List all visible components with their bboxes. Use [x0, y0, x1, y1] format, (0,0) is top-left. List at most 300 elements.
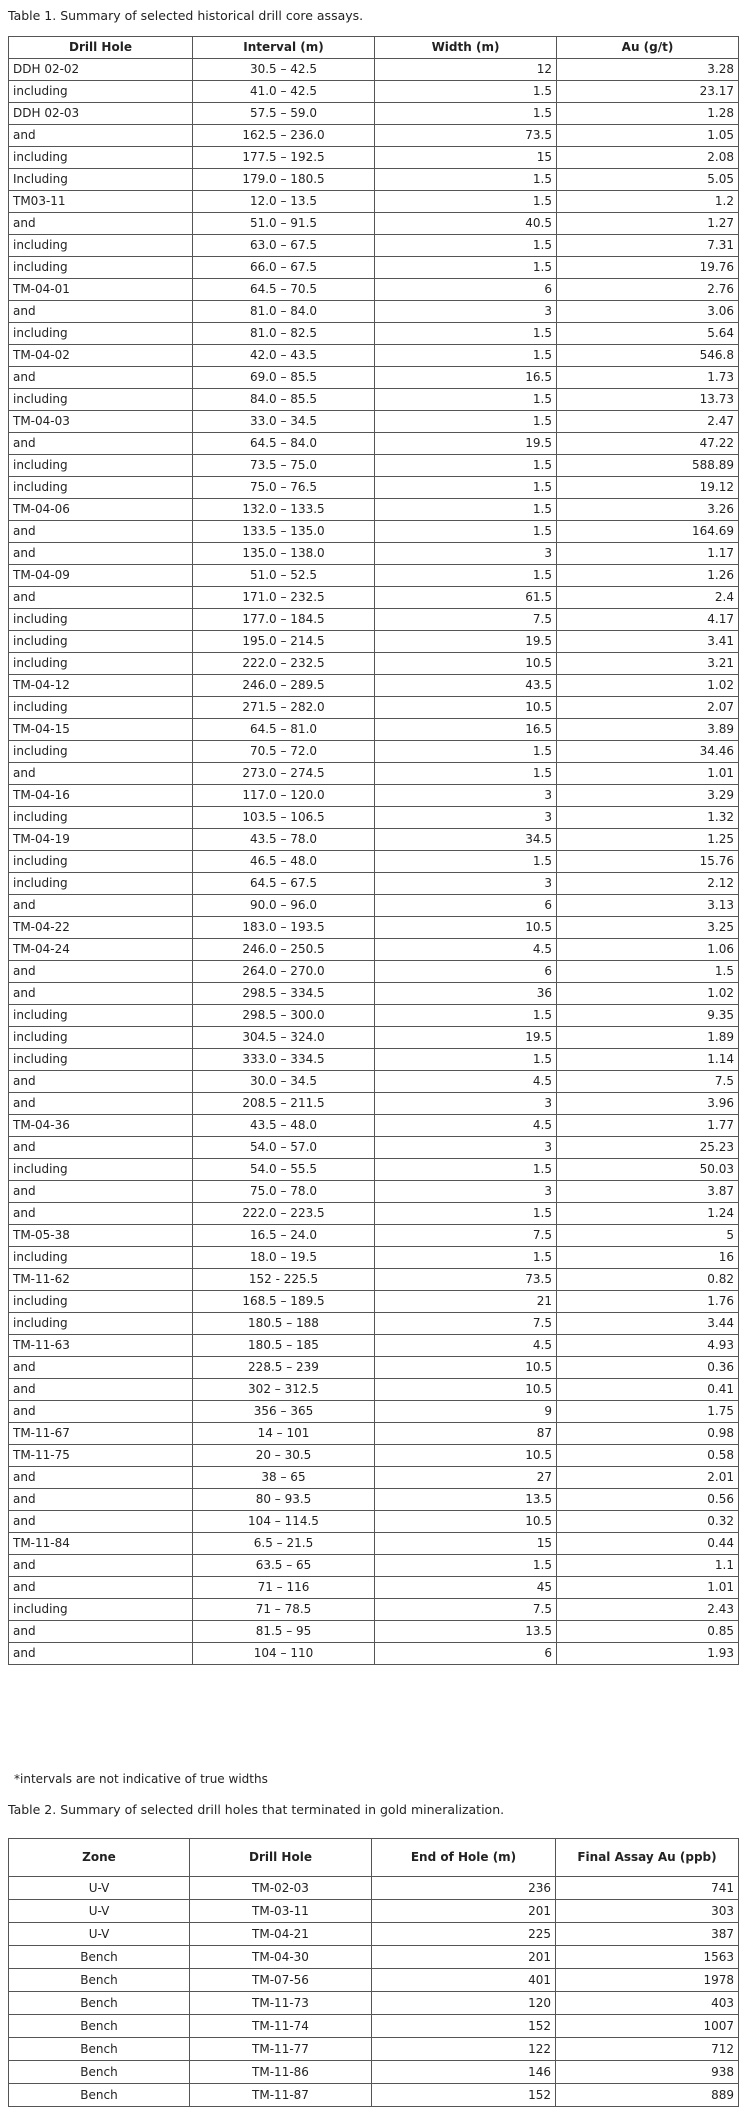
col-header-au-gt: Au (g/t) [557, 37, 739, 59]
drill-hole-cell: including [9, 1005, 193, 1027]
au-gt-cell: 19.76 [557, 257, 739, 279]
width-cell: 73.5 [375, 125, 557, 147]
drill-hole-cell: and [9, 1555, 193, 1577]
au-gt-cell: 1.17 [557, 543, 739, 565]
au-gt-cell: 19.12 [557, 477, 739, 499]
interval-cell: 43.5 – 78.0 [193, 829, 375, 851]
au-gt-cell: 3.44 [557, 1313, 739, 1335]
table-row [9, 631, 739, 653]
au-gt-cell: 164.69 [557, 521, 739, 543]
interval-cell: 84.0 – 85.5 [193, 389, 375, 411]
au-gt-cell: 1.27 [557, 213, 739, 235]
drill-hole-cell: including [9, 741, 193, 763]
end-of-hole-cell: 120 [372, 1992, 556, 2015]
interval-cell: 168.5 – 189.5 [193, 1291, 375, 1313]
table-row [9, 103, 739, 125]
interval-cell: 43.5 – 48.0 [193, 1115, 375, 1137]
interval-cell: 180.5 – 185 [193, 1335, 375, 1357]
width-cell: 1.5 [375, 1159, 557, 1181]
table-row [9, 829, 739, 851]
au-gt-cell: 15.76 [557, 851, 739, 873]
table-row [9, 1357, 739, 1379]
table-row [9, 499, 739, 521]
drill-hole-cell: Including [9, 169, 193, 191]
drill-hole-cell: TM-04-12 [9, 675, 193, 697]
width-cell: 19.5 [375, 433, 557, 455]
au-gt-cell: 50.03 [557, 1159, 739, 1181]
table-row [9, 1093, 739, 1115]
width-cell: 16.5 [375, 367, 557, 389]
final-assay-cell: 1978 [556, 1969, 739, 1992]
table-row [9, 1900, 739, 1923]
au-gt-cell: 0.36 [557, 1357, 739, 1379]
drill-hole-cell: including [9, 455, 193, 477]
au-gt-cell: 3.41 [557, 631, 739, 653]
table1-footnote: *intervals are not indicative of true widths [14, 1772, 268, 1786]
au-gt-cell: 3.96 [557, 1093, 739, 1115]
au-gt-cell: 0.58 [557, 1445, 739, 1467]
table-row [9, 675, 739, 697]
width-cell: 10.5 [375, 1511, 557, 1533]
au-gt-cell: 0.32 [557, 1511, 739, 1533]
table-row [9, 521, 739, 543]
interval-cell: 246.0 – 250.5 [193, 939, 375, 961]
width-cell: 15 [375, 147, 557, 169]
table-row [9, 543, 739, 565]
drill-hole-cell: including [9, 697, 193, 719]
width-cell: 19.5 [375, 631, 557, 653]
table-row [9, 587, 739, 609]
width-cell: 1.5 [375, 763, 557, 785]
table-row [9, 653, 739, 675]
drill-hole-cell: including [9, 1159, 193, 1181]
width-cell: 1.5 [375, 565, 557, 587]
width-cell: 40.5 [375, 213, 557, 235]
width-cell: 1.5 [375, 477, 557, 499]
drill-hole-cell: and [9, 1621, 193, 1643]
au-gt-cell: 1.01 [557, 763, 739, 785]
drill-hole-cell: including [9, 1049, 193, 1071]
interval-cell: 177.5 – 192.5 [193, 147, 375, 169]
final-assay-cell: 387 [556, 1923, 739, 1946]
table-row [9, 917, 739, 939]
end-of-hole-cell: 225 [372, 1923, 556, 1946]
final-assay-cell: 938 [556, 2061, 739, 2084]
au-gt-cell: 3.89 [557, 719, 739, 741]
table-row [9, 697, 739, 719]
au-gt-cell: 1.02 [557, 675, 739, 697]
au-gt-cell: 13.73 [557, 389, 739, 411]
drill-core-assays-table [8, 36, 739, 1665]
table-row [9, 1445, 739, 1467]
interval-cell: 162.5 – 236.0 [193, 125, 375, 147]
interval-cell: 63.5 – 65 [193, 1555, 375, 1577]
au-gt-cell: 4.93 [557, 1335, 739, 1357]
interval-cell: 81.5 – 95 [193, 1621, 375, 1643]
au-gt-cell: 588.89 [557, 455, 739, 477]
table-row [9, 1969, 739, 1992]
au-gt-cell: 1.28 [557, 103, 739, 125]
au-gt-cell: 9.35 [557, 1005, 739, 1027]
au-gt-cell: 1.25 [557, 829, 739, 851]
drill-hole-cell: TM-11-75 [9, 1445, 193, 1467]
table-row [9, 961, 739, 983]
table-row [9, 763, 739, 785]
table-row [9, 719, 739, 741]
width-cell: 6 [375, 961, 557, 983]
drill-hole-cell: TM-04-21 [190, 1923, 372, 1946]
width-cell: 1.5 [375, 1005, 557, 1027]
width-cell: 1.5 [375, 499, 557, 521]
drill-hole-cell: and [9, 1379, 193, 1401]
interval-cell: 356 – 365 [193, 1401, 375, 1423]
drill-hole-cell: and [9, 1467, 193, 1489]
drill-hole-cell: including [9, 851, 193, 873]
table-row [9, 1137, 739, 1159]
terminated-drill-holes-table [8, 1838, 739, 2107]
au-gt-cell: 2.07 [557, 697, 739, 719]
au-gt-cell: 5 [557, 1225, 739, 1247]
drill-hole-cell: TM-07-56 [190, 1969, 372, 1992]
table-row [9, 785, 739, 807]
interval-cell: 302 – 312.5 [193, 1379, 375, 1401]
interval-cell: 195.0 – 214.5 [193, 631, 375, 653]
interval-cell: 264.0 – 270.0 [193, 961, 375, 983]
table-row [9, 455, 739, 477]
drill-hole-cell: and [9, 1489, 193, 1511]
interval-cell: 38 – 65 [193, 1467, 375, 1489]
width-cell: 1.5 [375, 169, 557, 191]
interval-cell: 333.0 – 334.5 [193, 1049, 375, 1071]
width-cell: 1.5 [375, 455, 557, 477]
au-gt-cell: 2.08 [557, 147, 739, 169]
table-row [9, 213, 739, 235]
width-cell: 10.5 [375, 653, 557, 675]
table-row [9, 939, 739, 961]
table-row [9, 1071, 739, 1093]
table-row [9, 279, 739, 301]
interval-cell: 14 – 101 [193, 1423, 375, 1445]
width-cell: 3 [375, 807, 557, 829]
interval-cell: 304.5 – 324.0 [193, 1027, 375, 1049]
au-gt-cell: 1.93 [557, 1643, 739, 1665]
au-gt-cell: 5.64 [557, 323, 739, 345]
col-header-interval: Interval (m) [193, 37, 375, 59]
au-gt-cell: 3.06 [557, 301, 739, 323]
drill-hole-cell: and [9, 895, 193, 917]
width-cell: 1.5 [375, 191, 557, 213]
interval-cell: 208.5 – 211.5 [193, 1093, 375, 1115]
interval-cell: 64.5 – 81.0 [193, 719, 375, 741]
final-assay-cell: 303 [556, 1900, 739, 1923]
table-row [9, 1181, 739, 1203]
au-gt-cell: 16 [557, 1247, 739, 1269]
drill-hole-cell: including [9, 631, 193, 653]
col-header-zone: Zone [9, 1839, 190, 1877]
au-gt-cell: 1.77 [557, 1115, 739, 1137]
drill-hole-cell: TM-04-03 [9, 411, 193, 433]
col-header-end-of-hole: End of Hole (m) [372, 1839, 556, 1877]
col-header-drill-hole: Drill Hole [9, 37, 193, 59]
table-row [9, 609, 739, 631]
width-cell: 4.5 [375, 1335, 557, 1357]
interval-cell: 133.5 – 135.0 [193, 521, 375, 543]
au-gt-cell: 34.46 [557, 741, 739, 763]
drill-hole-cell: and [9, 587, 193, 609]
interval-cell: 70.5 – 72.0 [193, 741, 375, 763]
interval-cell: 180.5 – 188 [193, 1313, 375, 1335]
drill-hole-cell: and [9, 983, 193, 1005]
width-cell: 1.5 [375, 1247, 557, 1269]
width-cell: 3 [375, 1137, 557, 1159]
width-cell: 34.5 [375, 829, 557, 851]
table-row [9, 2015, 739, 2038]
width-cell: 1.5 [375, 1049, 557, 1071]
drill-hole-cell: including [9, 389, 193, 411]
zone-cell: U-V [9, 1923, 190, 1946]
interval-cell: 6.5 – 21.5 [193, 1533, 375, 1555]
drill-hole-cell: including [9, 807, 193, 829]
au-gt-cell: 5.05 [557, 169, 739, 191]
au-gt-cell: 3.87 [557, 1181, 739, 1203]
drill-hole-cell: TM-11-86 [190, 2061, 372, 2084]
table-row [9, 1555, 739, 1577]
table2-header-row [9, 1839, 739, 1877]
table2-caption: Table 2. Summary of selected drill holes that terminated in gold mineralization. [8, 1802, 505, 1817]
interval-cell: 298.5 – 300.0 [193, 1005, 375, 1027]
drill-hole-cell: and [9, 1357, 193, 1379]
table-row [9, 1877, 739, 1900]
final-assay-cell: 889 [556, 2084, 739, 2107]
drill-hole-cell: TM03-11 [9, 191, 193, 213]
width-cell: 1.5 [375, 103, 557, 125]
width-cell: 12 [375, 59, 557, 81]
au-gt-cell: 2.47 [557, 411, 739, 433]
drill-hole-cell: including [9, 653, 193, 675]
drill-hole-cell: and [9, 1093, 193, 1115]
table-row [9, 1203, 739, 1225]
drill-hole-cell: including [9, 323, 193, 345]
table-row [9, 2038, 739, 2061]
drill-hole-cell: TM-04-22 [9, 917, 193, 939]
interval-cell: 71 – 116 [193, 1577, 375, 1599]
au-gt-cell: 1.02 [557, 983, 739, 1005]
drill-hole-cell: and [9, 1181, 193, 1203]
width-cell: 13.5 [375, 1489, 557, 1511]
width-cell: 10.5 [375, 917, 557, 939]
width-cell: 13.5 [375, 1621, 557, 1643]
au-gt-cell: 1.2 [557, 191, 739, 213]
au-gt-cell: 1.06 [557, 939, 739, 961]
au-gt-cell: 25.23 [557, 1137, 739, 1159]
drill-hole-cell: TM-04-02 [9, 345, 193, 367]
table-row [9, 1027, 739, 1049]
drill-hole-cell: including [9, 235, 193, 257]
width-cell: 1.5 [375, 345, 557, 367]
drill-hole-cell: including [9, 477, 193, 499]
width-cell: 3 [375, 785, 557, 807]
table-row [9, 1643, 739, 1665]
drill-hole-cell: TM-04-01 [9, 279, 193, 301]
table-row [9, 1577, 739, 1599]
au-gt-cell: 0.85 [557, 1621, 739, 1643]
drill-hole-cell: TM-11-73 [190, 1992, 372, 2015]
table-row [9, 1599, 739, 1621]
interval-cell: 73.5 – 75.0 [193, 455, 375, 477]
drill-hole-cell: and [9, 521, 193, 543]
table-row [9, 1313, 739, 1335]
interval-cell: 135.0 – 138.0 [193, 543, 375, 565]
table-row [9, 807, 739, 829]
table-row [9, 851, 739, 873]
width-cell: 3 [375, 301, 557, 323]
width-cell: 19.5 [375, 1027, 557, 1049]
drill-hole-cell: TM-11-87 [190, 2084, 372, 2107]
interval-cell: 81.0 – 84.0 [193, 301, 375, 323]
table-row [9, 1225, 739, 1247]
interval-cell: 75.0 – 78.0 [193, 1181, 375, 1203]
au-gt-cell: 3.29 [557, 785, 739, 807]
interval-cell: 54.0 – 57.0 [193, 1137, 375, 1159]
end-of-hole-cell: 201 [372, 1900, 556, 1923]
table-row [9, 983, 739, 1005]
drill-hole-cell: TM-11-74 [190, 2015, 372, 2038]
au-gt-cell: 3.21 [557, 653, 739, 675]
drill-hole-cell: DDH 02-03 [9, 103, 193, 125]
interval-cell: 104 – 114.5 [193, 1511, 375, 1533]
table-row [9, 169, 739, 191]
zone-cell: U-V [9, 1900, 190, 1923]
au-gt-cell: 1.73 [557, 367, 739, 389]
table-row [9, 1269, 739, 1291]
table-row [9, 257, 739, 279]
table-row [9, 1401, 739, 1423]
drill-hole-cell: including [9, 1027, 193, 1049]
interval-cell: 183.0 – 193.5 [193, 917, 375, 939]
width-cell: 7.5 [375, 1313, 557, 1335]
width-cell: 4.5 [375, 1071, 557, 1093]
width-cell: 10.5 [375, 697, 557, 719]
drill-hole-cell: TM-11-77 [190, 2038, 372, 2061]
width-cell: 3 [375, 873, 557, 895]
width-cell: 6 [375, 1643, 557, 1665]
width-cell: 1.5 [375, 323, 557, 345]
table-row [9, 1005, 739, 1027]
interval-cell: 20 – 30.5 [193, 1445, 375, 1467]
final-assay-cell: 741 [556, 1877, 739, 1900]
interval-cell: 103.5 – 106.5 [193, 807, 375, 829]
table-row [9, 59, 739, 81]
zone-cell: Bench [9, 1969, 190, 1992]
width-cell: 1.5 [375, 235, 557, 257]
table-row [9, 367, 739, 389]
drill-hole-cell: and [9, 213, 193, 235]
table-row [9, 323, 739, 345]
zone-cell: Bench [9, 2015, 190, 2038]
width-cell: 87 [375, 1423, 557, 1445]
width-cell: 61.5 [375, 587, 557, 609]
interval-cell: 228.5 – 239 [193, 1357, 375, 1379]
drill-hole-cell: including [9, 147, 193, 169]
au-gt-cell: 2.43 [557, 1599, 739, 1621]
col-header-drill-hole: Drill Hole [190, 1839, 372, 1877]
final-assay-cell: 712 [556, 2038, 739, 2061]
au-gt-cell: 1.1 [557, 1555, 739, 1577]
width-cell: 10.5 [375, 1357, 557, 1379]
width-cell: 1.5 [375, 1203, 557, 1225]
au-gt-cell: 0.56 [557, 1489, 739, 1511]
au-gt-cell: 3.25 [557, 917, 739, 939]
drill-hole-cell: TM-03-11 [190, 1900, 372, 1923]
width-cell: 45 [375, 1577, 557, 1599]
interval-cell: 64.5 – 67.5 [193, 873, 375, 895]
interval-cell: 71 – 78.5 [193, 1599, 375, 1621]
au-gt-cell: 3.13 [557, 895, 739, 917]
interval-cell: 179.0 – 180.5 [193, 169, 375, 191]
interval-cell: 271.5 – 282.0 [193, 697, 375, 719]
interval-cell: 222.0 – 232.5 [193, 653, 375, 675]
au-gt-cell: 1.05 [557, 125, 739, 147]
interval-cell: 42.0 – 43.5 [193, 345, 375, 367]
width-cell: 1.5 [375, 411, 557, 433]
drill-hole-cell: TM-04-09 [9, 565, 193, 587]
table-row [9, 873, 739, 895]
table1-caption: Table 1. Summary of selected historical drill core assays. [8, 8, 364, 23]
drill-hole-cell: and [9, 543, 193, 565]
table-row [9, 1159, 739, 1181]
au-gt-cell: 2.01 [557, 1467, 739, 1489]
interval-cell: 46.5 – 48.0 [193, 851, 375, 873]
width-cell: 73.5 [375, 1269, 557, 1291]
drill-hole-cell: and [9, 1577, 193, 1599]
drill-hole-cell: and [9, 367, 193, 389]
interval-cell: 30.5 – 42.5 [193, 59, 375, 81]
drill-hole-cell: including [9, 609, 193, 631]
table-row [9, 1467, 739, 1489]
au-gt-cell: 1.75 [557, 1401, 739, 1423]
interval-cell: 30.0 – 34.5 [193, 1071, 375, 1093]
interval-cell: 246.0 – 289.5 [193, 675, 375, 697]
width-cell: 1.5 [375, 257, 557, 279]
width-cell: 16.5 [375, 719, 557, 741]
interval-cell: 57.5 – 59.0 [193, 103, 375, 125]
width-cell: 9 [375, 1401, 557, 1423]
interval-cell: 16.5 – 24.0 [193, 1225, 375, 1247]
au-gt-cell: 1.01 [557, 1577, 739, 1599]
interval-cell: 171.0 – 232.5 [193, 587, 375, 609]
drill-hole-cell: and [9, 301, 193, 323]
drill-hole-cell: and [9, 433, 193, 455]
au-gt-cell: 0.41 [557, 1379, 739, 1401]
table-row [9, 411, 739, 433]
drill-hole-cell: TM-04-24 [9, 939, 193, 961]
width-cell: 3 [375, 1181, 557, 1203]
drill-hole-cell: TM-05-38 [9, 1225, 193, 1247]
width-cell: 7.5 [375, 1599, 557, 1621]
width-cell: 43.5 [375, 675, 557, 697]
table-row [9, 1291, 739, 1313]
au-gt-cell: 3.28 [557, 59, 739, 81]
drill-hole-cell: including [9, 81, 193, 103]
table-row [9, 1946, 739, 1969]
table-row [9, 1992, 739, 2015]
width-cell: 1.5 [375, 851, 557, 873]
width-cell: 1.5 [375, 1555, 557, 1577]
au-gt-cell: 1.26 [557, 565, 739, 587]
table-row [9, 1115, 739, 1137]
table-row [9, 895, 739, 917]
width-cell: 27 [375, 1467, 557, 1489]
